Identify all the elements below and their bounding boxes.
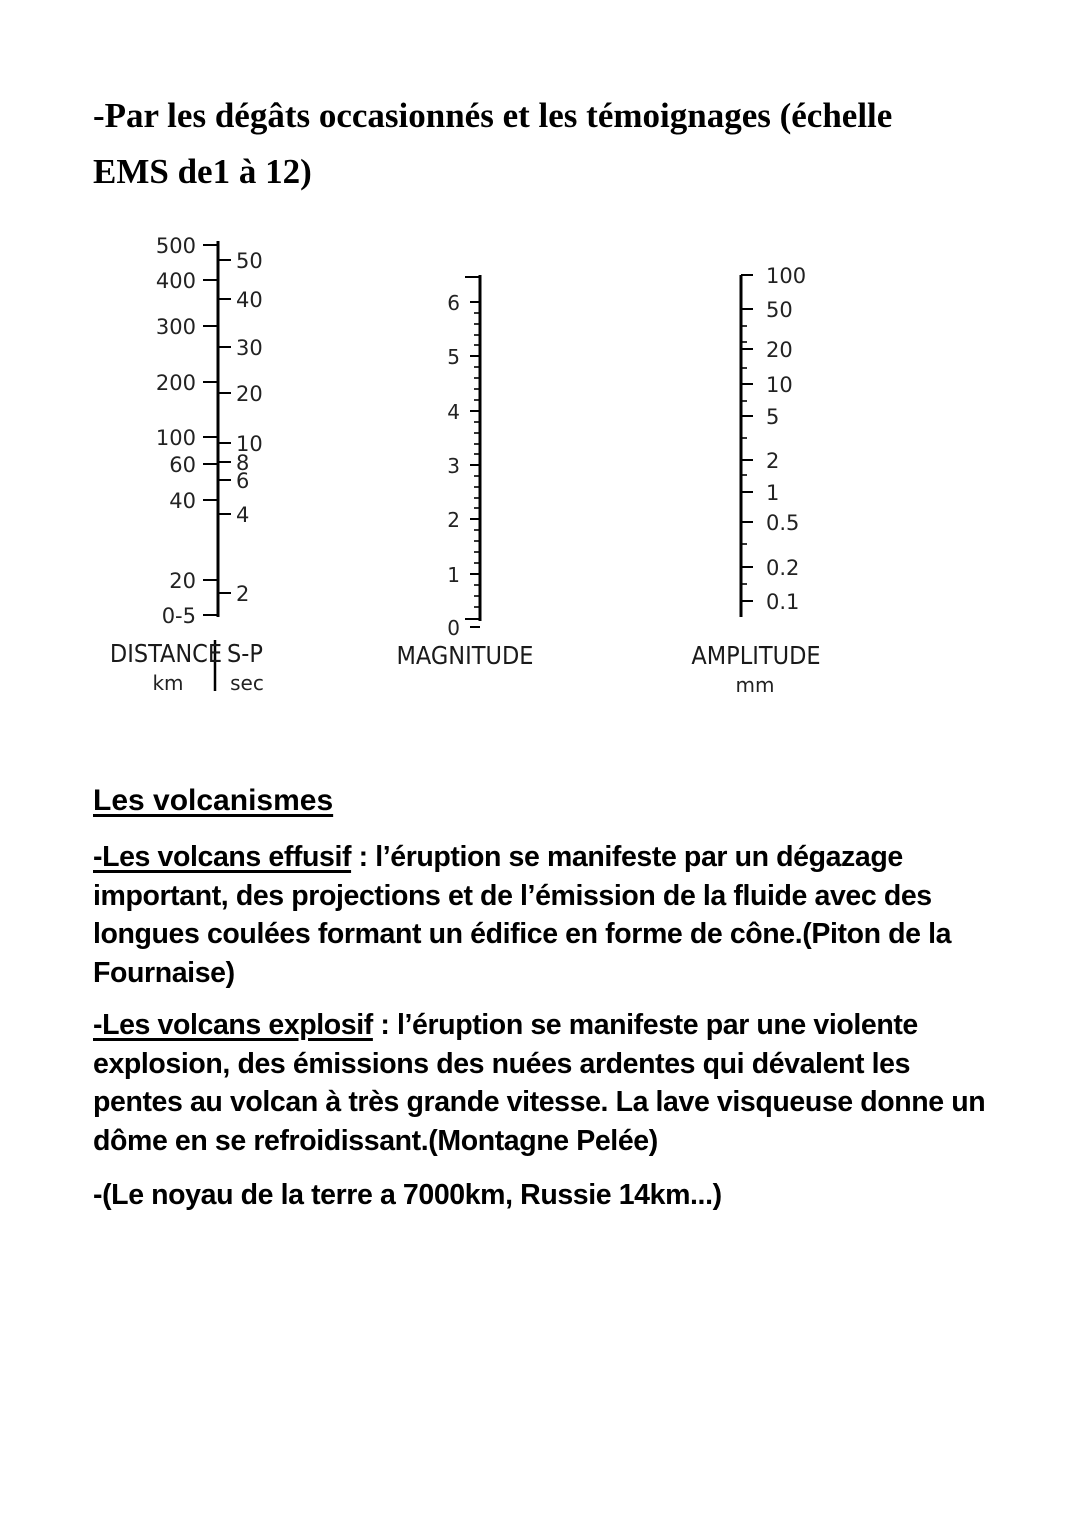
amplitude-unit: mm — [735, 673, 775, 697]
explosif-paragraph — [93, 1006, 993, 1160]
distance-tick-label: 60 — [169, 453, 196, 477]
amplitude-tick-label: 100 — [766, 264, 807, 288]
sp-tick-label: 2 — [236, 582, 250, 606]
amplitude-tick-label: 5 — [766, 405, 780, 429]
magnitude-tick-label: 3 — [447, 454, 460, 478]
effusif-term: -Les volcans effusif — [93, 841, 352, 873]
amplitude-tick-label: 0.5 — [766, 511, 800, 535]
sp-tick-label: 8 — [236, 451, 250, 475]
effusif-paragraph — [93, 838, 993, 992]
amplitude-tick-label: 0.1 — [766, 590, 800, 614]
heading-line-1: -Par les dégâts occasionnés et les témoignages (échelle — [93, 96, 893, 135]
sp-tick-label: 30 — [236, 336, 263, 360]
distance-tick-label: 40 — [169, 489, 196, 513]
sp-ticks — [218, 249, 263, 606]
amplitude-tick-label: 1 — [766, 481, 780, 505]
distance-tick-label: 20 — [169, 569, 196, 593]
magnitude-tick-label: 1 — [447, 563, 460, 587]
sp-tick-label: 40 — [236, 288, 263, 312]
amplitude-tick-label: 10 — [766, 373, 793, 397]
section-heading — [93, 88, 993, 200]
amplitude-tick-label: 0.2 — [766, 556, 800, 580]
amplitude-ticks — [741, 264, 806, 614]
distance-tick-label: 400 — [155, 269, 196, 293]
distance-tick-label: 300 — [155, 315, 196, 339]
distance-tick-label: 200 — [155, 371, 196, 395]
sp-tick-label: 50 — [236, 249, 263, 273]
magnitude-tick-label: 6 — [447, 291, 460, 315]
sp-tick-label: 4 — [236, 503, 250, 527]
heading-line-2: EMS de1 à 12) — [93, 152, 312, 191]
explosif-text: : l’éruption se manifeste par une violente explosion, des émissions des nuées ardentes qui dévalent les pentes au volcan à très grande vitesse. La lave visqueuse donne un dôme en se refroidissant.(Montagne Pelée) — [93, 1009, 986, 1157]
amplitude-tick-label: 20 — [766, 338, 793, 362]
magnitude-tick-label: 5 — [447, 345, 460, 369]
distance-tick-label: 0-5 — [161, 604, 196, 628]
amplitude-label: AMPLITUDE — [691, 641, 821, 670]
effusif-text: : l’éruption se manifeste par un dégazage important, des projections et de l’émission de la fluide avec des longues coulées formant un édifice en forme de cône.(Piton de la Fournaise) — [93, 841, 952, 989]
volcan-note: -(Le noyau de la terre a 7000km, Russie 14km...) — [93, 1179, 722, 1211]
magnitude-tick-label: 0 — [447, 616, 460, 640]
magnitude-label: MAGNITUDE — [396, 641, 534, 670]
sp-label: S-P — [227, 639, 263, 668]
magnitude-tick-label: 2 — [447, 508, 460, 532]
sp-tick-label: 10 — [236, 432, 263, 456]
amplitude-tick-label: 50 — [766, 298, 793, 322]
magnitude-tick-label: 4 — [447, 400, 460, 424]
distance-tick-label: 500 — [155, 234, 196, 258]
distance-ticks — [156, 234, 218, 628]
distance-unit: km — [152, 671, 184, 695]
explosif-term: -Les volcans explosif — [93, 1009, 373, 1041]
sp-tick-label: 6 — [236, 469, 250, 493]
magnitude-ticks — [447, 291, 480, 640]
distance-tick-label: 100 — [155, 426, 196, 450]
volcanisme-title: Les volcanismes — [93, 784, 334, 817]
richter-nomogram — [0, 225, 1080, 715]
amplitude-tick-label: 2 — [766, 449, 780, 473]
sp-tick-label: 20 — [236, 382, 263, 406]
sp-unit: sec — [230, 671, 264, 695]
distance-label: DISTANCE — [109, 639, 223, 668]
